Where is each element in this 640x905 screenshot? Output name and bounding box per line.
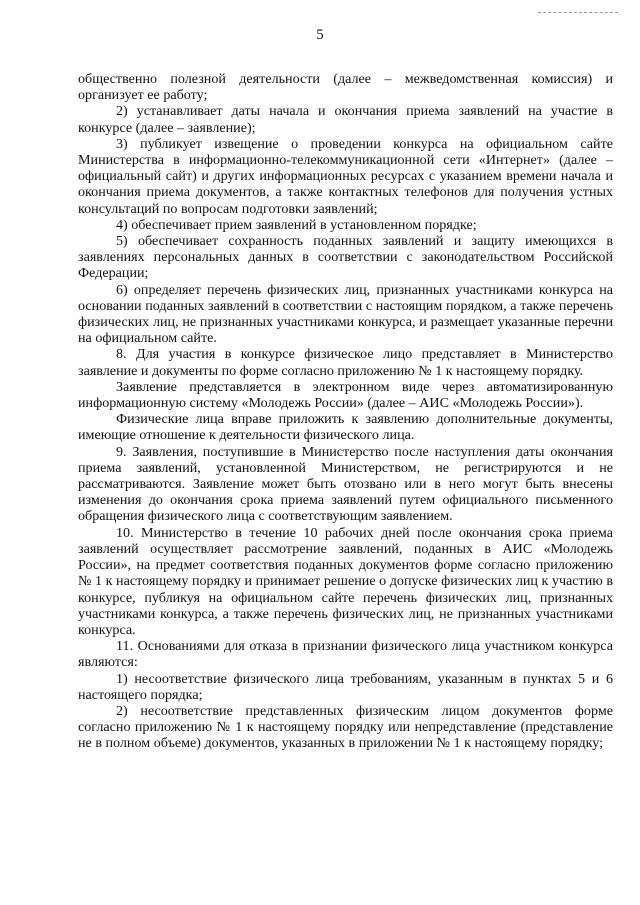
paragraph-clause-11-item-1: 1) несоответствие физического лица требованиям, указанным в пунктах 5 и 6 настоящего порядка; [78, 670, 613, 703]
document-body [78, 71, 613, 752]
paragraph-clause-11-item-2: 2) несоответствие представленных физическим лицом документов форме согласно приложению № 1 к настоящему порядку или непредставление (представление не в полном объеме) документов, указанных в приложении № 1 к настоящему порядку; [78, 702, 613, 752]
paragraph-item-5: 5) обеспечивает сохранность поданных заявлений и защиту имеющихся в заявлениях персональных данных в соответствии с законодательством Российской Федерации; [78, 233, 613, 282]
paragraph-clause-11: 11. Основаниями для отказа в признании физического лица участником конкурса являются: [78, 638, 613, 671]
paragraph-item-6: 6) определяет перечень физических лиц, признанных участниками конкурса на основании поданных заявлений в соответствии с настоящим порядком, а также перечень физических лиц, не признанных участниками конкурса, и размещает указанные перечни на официальном сайте. [78, 281, 613, 347]
page-number: 5 [316, 27, 324, 43]
paragraph-continuation: общественно полезной деятельности (далее – межведомственная комиссия) и организует ее работу; [78, 71, 613, 104]
paragraph-item-4: 4) обеспечивает прием заявлений в установленном порядке; [116, 216, 477, 233]
paragraph-item-2: 2) устанавливает даты начала и окончания приема заявлений на участие в конкурсе (далее – заявление); [78, 103, 613, 136]
header-rule [538, 12, 618, 13]
paragraph-clause-8-electronic: Заявление представляется в электронном виде через автоматизированную информационную систему «Молодежь России» (далее – АИС «Молодежь России»). [78, 378, 613, 412]
paragraph-clause-10: 10. Министерство в течение 10 рабочих дней после окончания срока приема заявлений осуществляет рассмотрение заявлений, поданных в АИС «Молодежь России», на предмет соответствия поданных документов форме согласно приложению № 1 к настоящему порядку и принимает решение о допуске физических лиц к участию в конкурсе, публикуя на официальном сайте перечень физических лиц, признанных участниками конкурса, а также перечень физических лиц, не признанных участниками конкурса. [78, 524, 613, 638]
paragraph-clause-8: 8. Для участия в конкурсе физическое лицо представляет в Министерство заявление и документы по форме согласно приложению № 1 к настоящему порядку. [78, 346, 613, 379]
paragraph-item-3: 3) публикует извещение о проведении конкурса на официальном сайте Министерства в информационно-телекоммуникационной сети «Интернет» (далее – официальный сайт) и других информационных ресурсах с указанием времени начала и окончания приема документов, а также контактных телефонов для получения устных консультаций по вопросам подготовки заявлений; [78, 135, 613, 217]
paragraph-clause-9: 9. Заявления, поступившие в Министерство после наступления даты окончания приема заявлений, установленной Министерством, не регистрируются и не рассматриваются. Заявление может быть отозвано или в него могут быть внесены изменения до окончания срока приема заявлений путем официального письменного обращения физического лица с соответствующим заявлением. [78, 443, 613, 525]
paragraph-clause-8-additional: Физические лица вправе приложить к заявлению дополнительные документы, имеющие отношение к деятельности физического лица. [78, 411, 613, 444]
